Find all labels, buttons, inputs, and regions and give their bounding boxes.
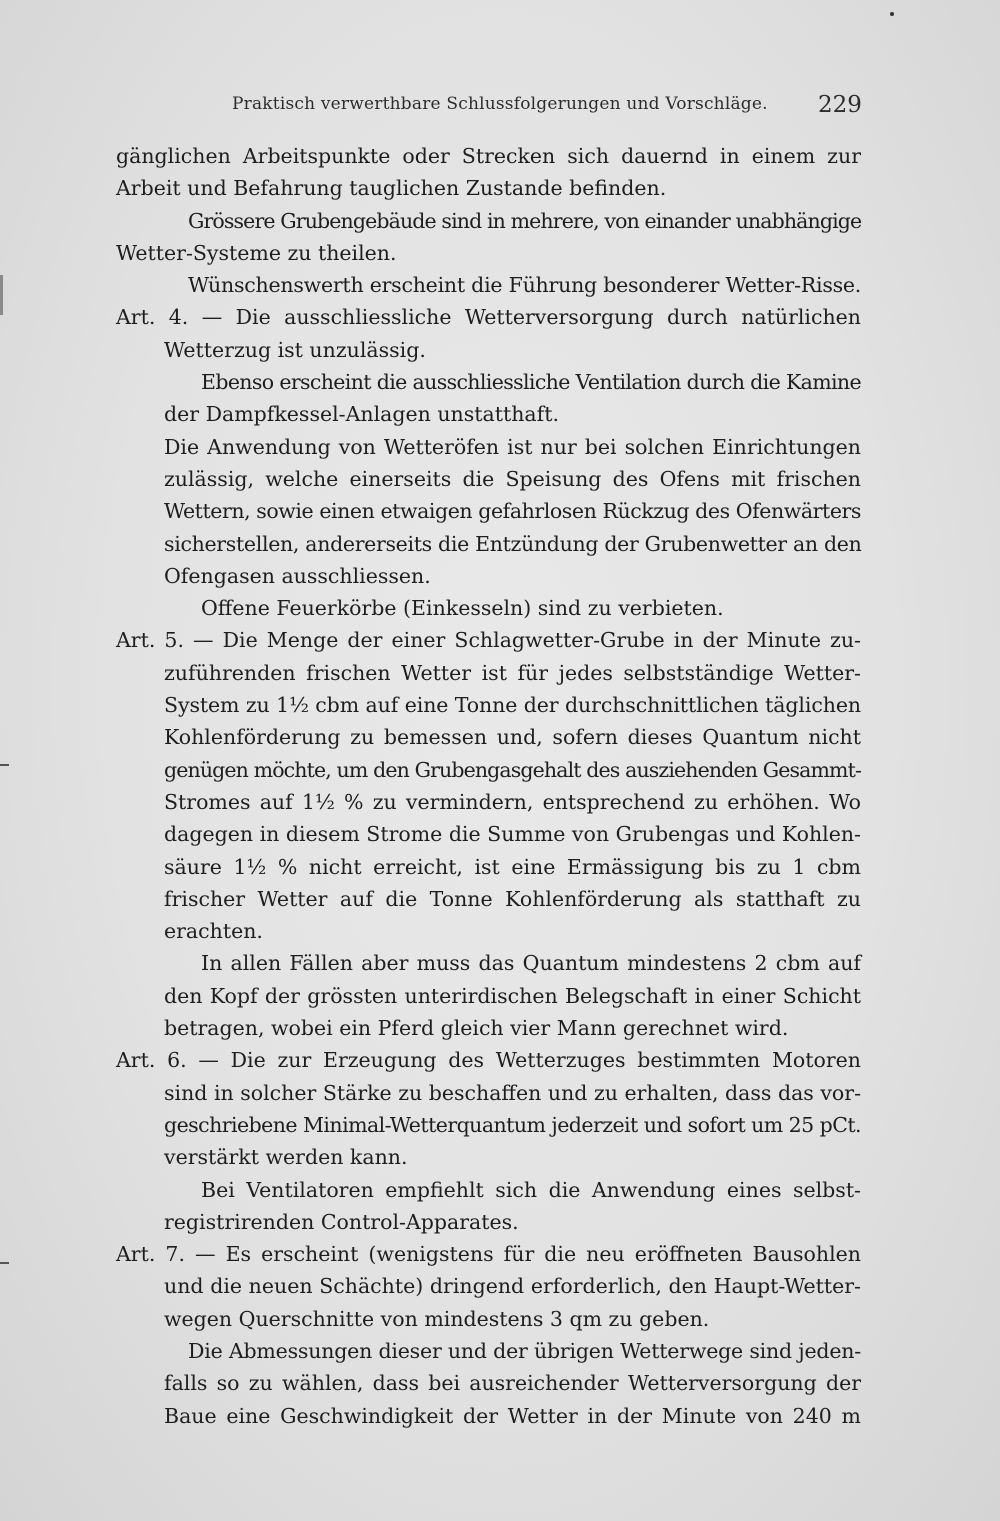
text-line: registrirenden Control-Apparates. xyxy=(164,1209,519,1234)
text-line: und die neuen Schächte) dringend erforderlich, den Haupt-Wetter- xyxy=(164,1274,861,1299)
text-line: zuführenden frischen Wetter ist für jedes selbstständige Wetter- xyxy=(164,660,861,685)
text-line: Offene Feuerkörbe (Einkesseln) sind zu verbieten. xyxy=(201,596,724,621)
text-line: Wünschenswerth erscheint die Führung besonderer Wetter-Risse. xyxy=(188,273,862,298)
text-line: verstärkt werden kann. xyxy=(164,1145,408,1170)
text-line: Wettern, sowie einen etwaigen gefahrlosen Rückzug des Ofenwärters xyxy=(164,499,861,524)
text-line: Die Anwendung von Wetteröfen ist nur bei solchen Einrichtungen xyxy=(164,434,861,459)
margin-tick-mark xyxy=(0,1262,9,1264)
text-line: falls so zu wählen, dass bei ausreichender Wetterversorgung der xyxy=(164,1371,861,1396)
text-line: zulässig, welche einerseits die Speisung des Ofens mit frischen xyxy=(164,466,861,491)
text-line: säure 1½ % nicht erreicht, ist eine Ermässigung bis zu 1 cbm xyxy=(164,854,861,879)
text-line: genügen möchte, um den Grubengasgehalt des ausziehenden Gesammt- xyxy=(164,757,861,782)
page-number: 229 xyxy=(818,92,862,118)
text-line: In allen Fällen aber muss das Quantum mindestens 2 cbm auf xyxy=(201,951,861,976)
text-line: wegen Querschnitte von mindestens 3 qm zu geben. xyxy=(164,1306,710,1331)
text-line: Bei Ventilatoren empfiehlt sich die Anwendung eines selbst- xyxy=(201,1177,861,1202)
text-line: Kohlenförderung zu bemessen und, sofern dieses Quantum nicht xyxy=(164,725,861,750)
text-line: Die Abmessungen dieser und der übrigen Wetterwege sind jeden- xyxy=(188,1338,861,1363)
text-line: Baue eine Geschwindigkeit der Wetter in der Minute von 240 m xyxy=(164,1403,861,1428)
text-line: sind in solcher Stärke zu beschaffen und zu erhalten, dass das vor- xyxy=(164,1080,861,1105)
ink-speck xyxy=(890,12,894,16)
text-line: sicherstellen, andererseits die Entzündung der Grubenwetter an den xyxy=(164,531,862,556)
body-text xyxy=(116,140,861,1432)
article-5-heading-line: Art. 5. — Die Menge der einer Schlagwetter-Grube in der Minute zu- xyxy=(116,628,861,653)
article-6-heading-line: Art. 6. — Die zur Erzeugung des Wetterzuges bestimmten Motoren xyxy=(116,1048,861,1073)
text-line: System zu 1½ cbm auf eine Tonne der durchschnittlichen täglichen xyxy=(164,693,861,718)
text-line: Ofengasen ausschliessen. xyxy=(164,563,431,588)
text-line: Arbeit und Befahrung tauglichen Zustande befinden. xyxy=(116,176,667,201)
page-header xyxy=(0,92,1000,124)
text-line: Ebenso erscheint die ausschliessliche Ventilation durch die Kamine xyxy=(201,370,861,395)
article-7-heading-line: Art. 7. — Es erscheint (wenigstens für die neu eröffneten Bausohlen xyxy=(116,1242,861,1267)
text-line: den Kopf der grössten unterirdischen Belegschaft in einer Schicht xyxy=(164,983,861,1008)
text-line: der Dampfkessel-Anlagen unstatthaft. xyxy=(164,402,559,427)
text-line: Stromes auf 1½ % zu vermindern, entsprechend zu erhöhen. Wo xyxy=(164,789,861,814)
text-line: betragen, wobei ein Pferd gleich vier Mann gerechnet wird. xyxy=(164,1016,789,1041)
text-line: gänglichen Arbeitspunkte oder Strecken sich dauernd in einem zur xyxy=(116,144,861,168)
text-line: Grössere Grubengebäude sind in mehrere, von einander unabhängige xyxy=(188,208,862,233)
article-4-heading-line: Art. 4. — Die ausschliessliche Wetterversorgung durch natürlichen xyxy=(116,305,861,330)
running-title: Praktisch verwerthbare Schlussfolgerungen und Vorschläge. xyxy=(232,94,768,114)
text-line: dagegen in diesem Strome die Summe von Grubengas und Kohlen- xyxy=(164,822,861,847)
text-line: Wetterzug ist unzulässig. xyxy=(164,337,426,362)
text-line: geschriebene Minimal-Wetterquantum jederzeit und sofort um 25 pCt. xyxy=(164,1112,861,1137)
text-line: Wetter-Systeme zu theilen. xyxy=(116,240,397,265)
margin-tick-mark xyxy=(0,764,9,766)
margin-shadow xyxy=(0,275,3,315)
text-line: erachten. xyxy=(164,919,263,944)
text-line: frischer Wetter auf die Tonne Kohlenförderung als statthaft zu xyxy=(164,886,861,911)
